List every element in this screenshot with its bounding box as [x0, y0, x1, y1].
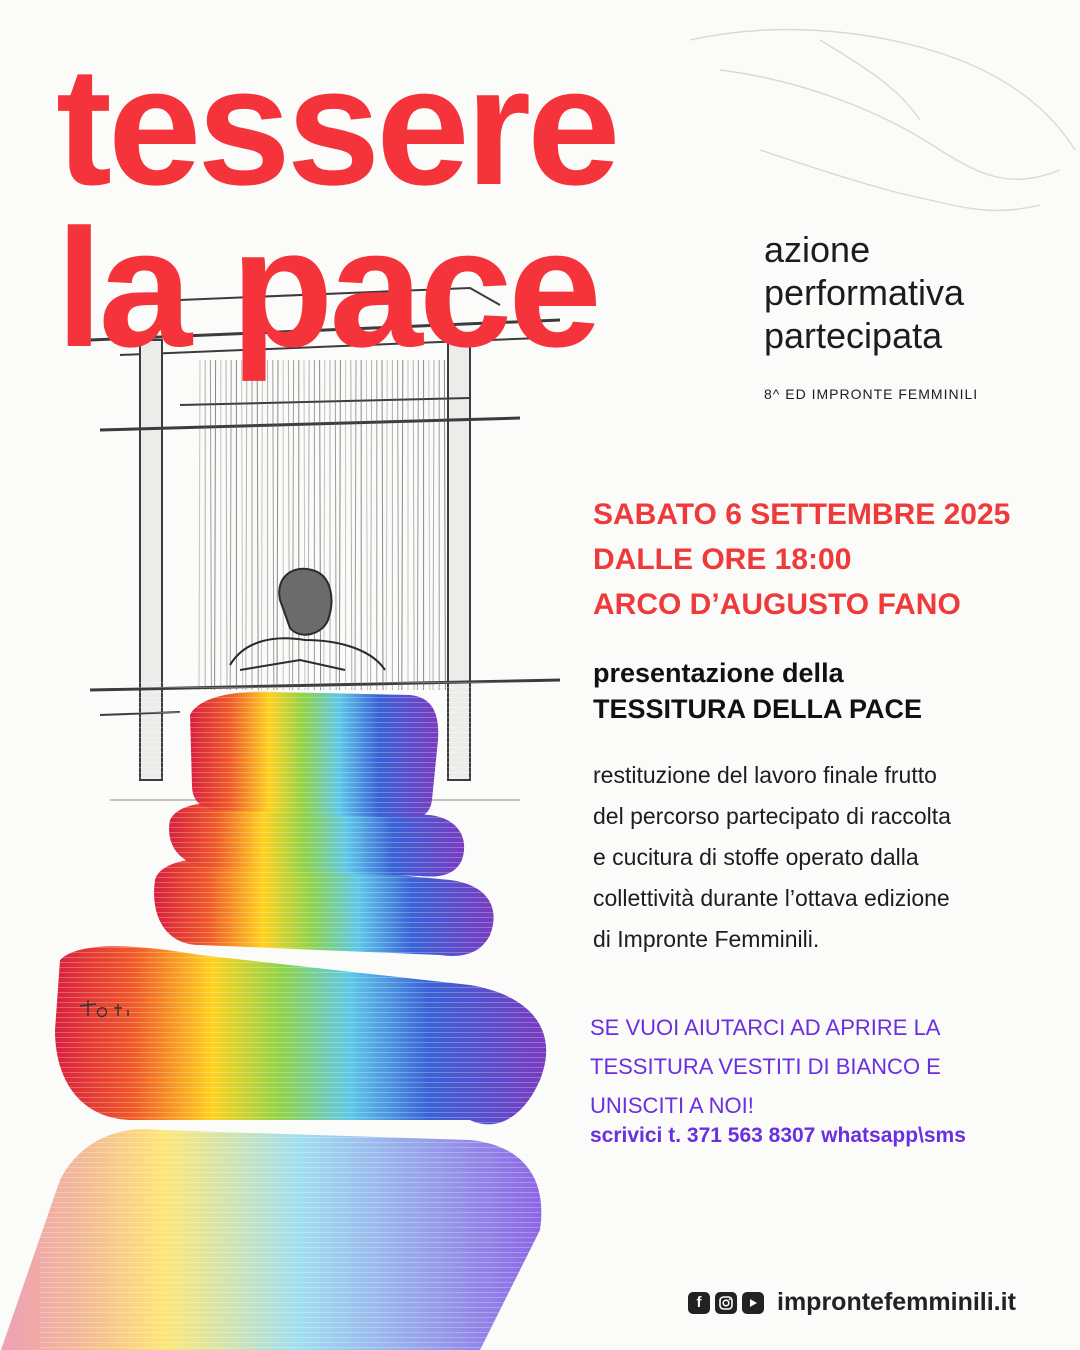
warp-thread	[398, 360, 399, 690]
warp-thread	[351, 360, 352, 690]
subtitle-line: partecipata	[764, 315, 943, 356]
cta-line: UNISCITI A NOI!	[590, 1093, 754, 1118]
event-date: SABATO 6 SETTEMBRE 2025	[593, 498, 1011, 531]
warp-thread	[277, 360, 278, 690]
warp-thread	[402, 360, 403, 690]
subtitle-line: azione	[764, 229, 871, 270]
subtitle-line: performativa	[764, 272, 965, 313]
warp-thread	[417, 360, 418, 690]
weaver-figure	[230, 569, 385, 670]
description-line: del percorso partecipato di raccolta	[593, 803, 951, 829]
warp-thread	[413, 360, 414, 690]
subtitle	[764, 228, 964, 357]
warp-thread	[273, 360, 274, 690]
cta-line: TESSITURA VESTITI DI BIANCO E	[590, 1054, 941, 1079]
event-place: ARCO D’AUGUSTO FANO	[593, 588, 961, 621]
presentation-heading	[593, 655, 922, 727]
warp-thread	[386, 360, 387, 690]
warp-thread	[215, 360, 216, 690]
description-line: collettività durante l’ottava edizione	[593, 885, 950, 911]
warp-thread	[429, 360, 430, 690]
warp-thread	[199, 360, 200, 690]
warp-thread	[382, 360, 383, 690]
warp-thread	[257, 360, 258, 690]
description	[593, 755, 1053, 960]
warp-thread	[226, 360, 227, 690]
event-time: DALLE ORE 18:00	[593, 543, 852, 576]
warp-thread	[230, 360, 231, 690]
warp-thread	[433, 360, 434, 690]
warp-thread	[444, 360, 445, 690]
cta-line: SE VUOI AIUTARCI AD APRIRE LA	[590, 1015, 941, 1040]
warp-thread	[246, 360, 247, 690]
warp-thread	[366, 360, 367, 690]
warp-thread	[371, 360, 372, 690]
hand-sketch	[690, 30, 1075, 211]
warp-thread	[335, 360, 336, 690]
website-link[interactable]: improntefemminili.it	[777, 1288, 1016, 1316]
warp-thread	[242, 360, 243, 690]
poster-title-line-2: la pace	[56, 194, 598, 382]
warp-thread	[339, 360, 340, 690]
warp-thread	[293, 360, 294, 690]
footer	[688, 1288, 1016, 1317]
presentation-line: presentazione della	[593, 658, 844, 688]
facebook-icon[interactable]: f	[688, 1292, 710, 1314]
warp-thread	[355, 360, 356, 690]
description-line: e cucitura di stoffe operato dalla	[593, 844, 919, 870]
description-line: di Impronte Femminili.	[593, 926, 820, 952]
presentation-line: TESSITURA DELLA PACE	[593, 694, 923, 724]
warp-thread	[288, 360, 289, 690]
edition-label: 8^ ED IMPRONTE FEMMINILI	[764, 386, 979, 402]
youtube-icon[interactable]	[742, 1292, 764, 1314]
warp-thread	[210, 360, 211, 690]
description-line: restituzione del lavoro finale frutto	[593, 762, 937, 788]
instagram-icon[interactable]	[715, 1292, 737, 1314]
poster-title-line-1: tessere	[56, 32, 617, 220]
call-to-action	[590, 1008, 941, 1125]
event-details	[593, 492, 1010, 627]
contact-phone[interactable]: scrivici t. 371 563 8307 whatsapp\sms	[590, 1124, 966, 1147]
